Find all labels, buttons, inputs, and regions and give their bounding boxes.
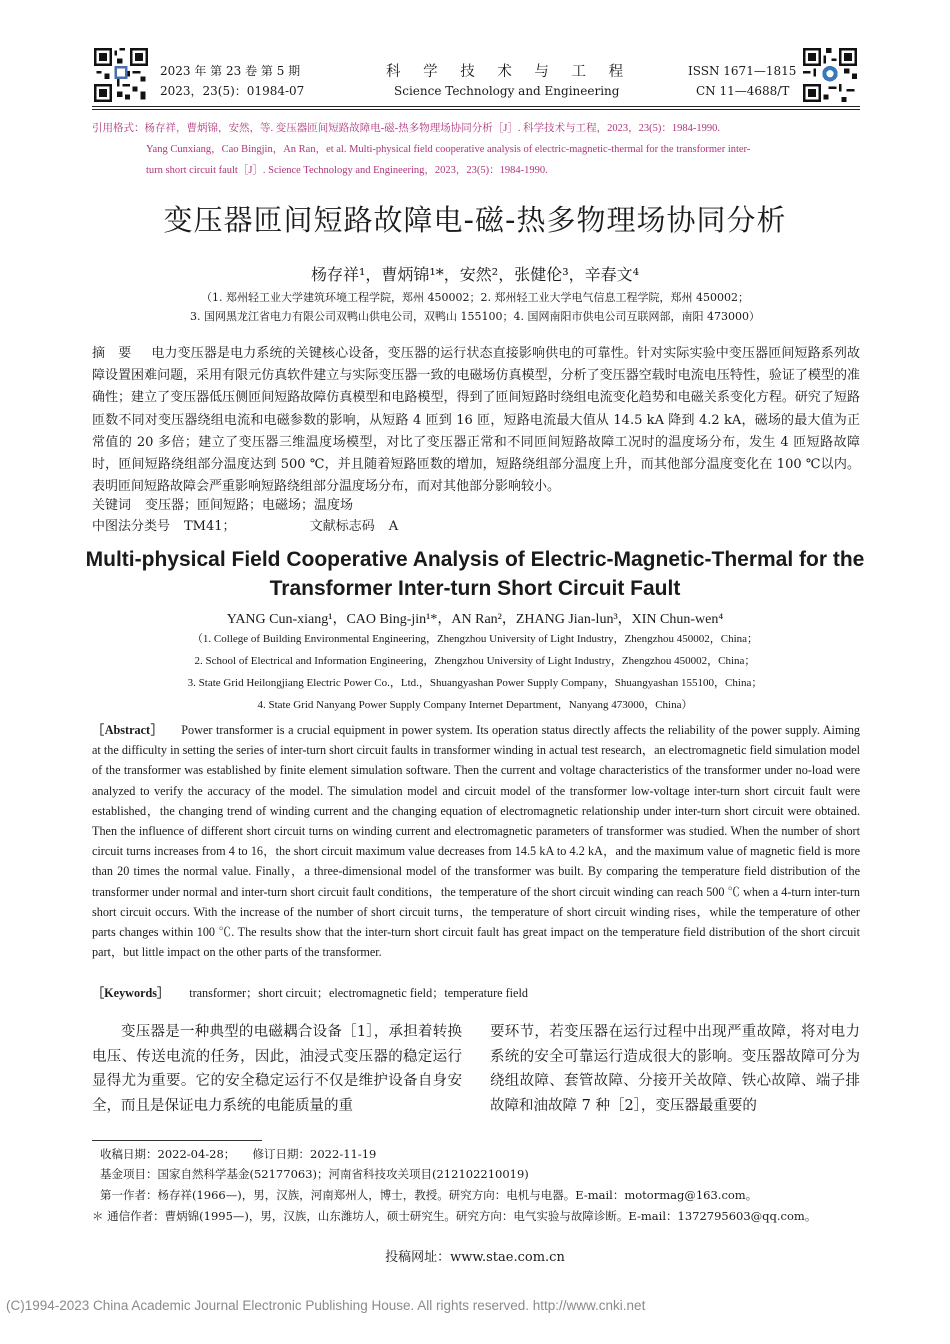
keywords-cn-text: 变压器；匝间短路；电磁场；温度场 bbox=[145, 498, 354, 513]
keywords-en-label: ［Keywords］ bbox=[92, 986, 170, 1000]
header-rule bbox=[92, 106, 860, 107]
citation-block bbox=[92, 118, 750, 181]
title-en-text: Multi-physical Field Cooperative Analysis of Electric-Magnetic-Thermal for the Transformer Inter-turn Short Circuit Fault bbox=[85, 548, 865, 600]
abstract-cn-label: 摘 要 bbox=[92, 346, 132, 361]
header-issn: ISSN 1671—1815 bbox=[688, 64, 797, 78]
footnote-corresponding: ＊ 通信作者：曹炳锦(1995—)，男，汉族，山东潍坊人，硕士研究生。研究方向：电气实验与故障诊断。E-mail：1372795603@qq.com。 bbox=[92, 1209, 817, 1223]
keywords-en-text: transformer；short circuit；electromagnetic field；temperature field bbox=[189, 986, 528, 1000]
journal-name-en: Science Technology and Engineering bbox=[394, 84, 620, 98]
citation-line-cn: 引用格式：杨存祥，曹炳锦，安然，等. 变压器匝间短路故障电-磁-热多物理场协同分析［J］. 科学技术与工程，2023，23(5)：1984-1990. bbox=[92, 123, 720, 134]
authors-en: YANG Cun-xiang¹，CAO Bing-jin¹*，AN Ran²，ZHANG Jian-lun³，XIN Chun-wen⁴ bbox=[226, 612, 724, 627]
affiliation-en-line1: （1. College of Building Environmental Engineering，Zhengzhou University of Light Industry，Zhengzhou 450002，China； bbox=[191, 633, 759, 645]
title-en bbox=[0, 545, 950, 603]
affiliation-en-line3: 3. State Grid Heilongjiang Electric Power Co.，Ltd.，Shuangyashan Power Supply Company，Shuangyashan 155100，China； bbox=[187, 677, 763, 689]
classification bbox=[92, 515, 398, 534]
abstract-cn bbox=[92, 343, 860, 498]
footnote-first-author: 第一作者：杨存祥(1966—)，男，汉族，河南郑州人，博士，教授。研究方向：电机与电器。E-mail：motormag@163.com。 bbox=[100, 1188, 758, 1202]
doc-code-value: A bbox=[388, 519, 399, 534]
footnote-fund: 基金项目：国家自然科学基金(52177063)；河南省科技攻关项目(212102210019) bbox=[100, 1167, 529, 1181]
keywords-cn bbox=[92, 494, 353, 513]
body-column-left: 变压器是一种典型的电磁耦合设备［1］，承担着转换电压、传送电流的任务，因此，油浸式变压器的稳定运行显得尤为重要。它的安全稳定运行不仅是维护设备自身安全，而且是保证电力系统的电能质量的重 bbox=[92, 1024, 462, 1114]
title-cn: 变压器匝间短路故障电-磁-热多物理场协同分析 bbox=[163, 203, 787, 237]
header-pages: 2023，23(5)：01984-07 bbox=[160, 84, 305, 98]
abstract-en bbox=[92, 720, 860, 962]
header-rule-thin bbox=[92, 109, 860, 110]
authors-cn: 杨存祥¹，曹炳锦¹*，安然²，张健伦³，辛春文⁴ bbox=[310, 265, 640, 284]
qr-code-right bbox=[803, 48, 857, 102]
affiliation-cn-line1: （1. 郑州轻工业大学建筑环境工程学院，郑州 450002；2. 郑州轻工业大学电气信息工程学院，郑州 450002； bbox=[201, 291, 749, 304]
class-label: 中图法分类号 bbox=[92, 519, 171, 534]
journal-name-cn: 科 学 技 术 与 工 程 bbox=[386, 64, 633, 80]
abstract-en-text: Power transformer is a crucial equipment in power system. Its operation status directly affects the reliability of the power supply. Aiming at the difficulty in setting the series of inter-turn short circuit faults in transformer winding in actual test research，an electromagnetic field simulation model of the transformer was established by finite element simulation software. Then the current and voltage characteristics of the transformer under no-load were analyzed to verify the accuracy of the model. The simulation model and circuit model of the transformer low-voltage inter-turn short circuit fault were established，the changing trend of winding current and the changing equation of electromagnetic relationship under inter-turn short circuit were obtained. Then the influence of different short circuit turns on winding current and electromagnetic parameters of transformer was studied. When the number of short circuit turns increases from 4 to 16，the short circuit maximum value decreases from 14.5 kA to 4.2 kA，and the maximum value of magnetic field is more than 20 times the normal value. Finally，a three-dimensional model of the transformer was built. By comparing the temperature field distribution of the transformer under normal and inter-turn short circuit fault conditions，the temperature of the short circuit winding can reach 500 ℃ when a 4-turn inter-turn short circuit occurs. With the increase of the number of short circuit turns，the temperature of short circuit winding rises，while the temperature of other parts changes within 100 ℃. The results show that the inter-turn short circuit fault has great impact on the temperature field distribution of the short circuit part，but little impact on the other parts of the transformer. bbox=[92, 723, 861, 960]
copyright-notice: (C)1994-2023 China Academic Journal Electronic Publishing House. All rights reserved. http://www.cnki.net bbox=[6, 1298, 646, 1313]
body-column-right: 要环节，若变压器在运行过程中出现严重故障，将对电力系统的安全可靠运行造成很大的影响。变压器故障可分为绕组故障、套管故障、分接开关故障、铁心故障、端子排故障和油故障 7 种［2］，变压器最重要的 bbox=[490, 1024, 860, 1114]
keywords-en bbox=[92, 984, 528, 1001]
abstract-cn-text: 电力变压器是电力系统的关键核心设备，变压器的运行状态直接影响供电的可靠性。针对实际实验中变压器匝间短路系列故障设置困难问题，采用有限元仿真软件建立与实际变压器一致的电磁场仿真模型，分析了变压器空载时电流电压特性，验证了模型的准确性；建立了变压器低压侧匝间短路故障仿真模型和电路模型，得到了匝间短路时绕组电流变化趋势和电磁关系变化方程。研究了短路匝数不同对变压器绕组电流和电磁参数的影响，从短路 4 匝到 16 匝，短路电流最大值从 14.5 kA 降到 4.2 kA，磁场的最大值为正常值的 20 多倍；建立了变压器三维温度场模型，对比了变压器正常和不同匝间短路故障工况时的温度场分布，发生 4 匝短路故障时，匝间短路绕组部分温度达到 500 ℃，并且随着短路匝数的增加，短路绕组部分温度上升，而其他部分温度变化在 100 ℃以内。表明匝间短路故障会严重影响短路绕组部分温度场分布，而对其他部分影响较小。 bbox=[92, 346, 860, 495]
citation-line-en-2: turn short circuit fault［J］. Science Technology and Engineering，2023，23(5)：1984-1990. bbox=[146, 165, 548, 176]
affiliation-cn-line2: 3. 国网黑龙江省电力有限公司双鸭山供电公司，双鸭山 155100；4. 国网南阳市供电公司互联网部，南阳 473000） bbox=[190, 310, 760, 323]
footnote-received: 收稿日期：2022-04-28； 修订日期：2022-11-19 bbox=[100, 1147, 377, 1161]
header-cn: CN 11—4688/T bbox=[696, 84, 790, 98]
keywords-cn-label: 关键词 bbox=[92, 498, 132, 513]
abstract-en-label: ［Abstract］ bbox=[92, 723, 164, 737]
citation-line-en-1: Yang Cunxiang，Cao Bingjin，An Ran，et al. Multi-physical field cooperative analysis of electric-magnetic-thermal for the transformer inter- bbox=[146, 144, 751, 155]
doc-code-label: 文献标志码 bbox=[309, 519, 375, 534]
submission-url: 投稿网址：www.stae.com.cn bbox=[385, 1250, 565, 1265]
affiliation-en-line2: 2. School of Electrical and Information Engineering，Zhengzhou University of Light Industry，Zhengzhou 450002，China； bbox=[194, 655, 756, 667]
footnote-rule bbox=[92, 1140, 262, 1141]
affiliation-en-line4: 4. State Grid Nanyang Power Supply Company Internet Department，Nanyang 473000，China） bbox=[257, 699, 693, 711]
header-volume: 2023 年 第 23 卷 第 5 期 bbox=[160, 64, 301, 78]
class-value: TM41； bbox=[184, 519, 236, 534]
qr-code-left bbox=[94, 48, 148, 102]
